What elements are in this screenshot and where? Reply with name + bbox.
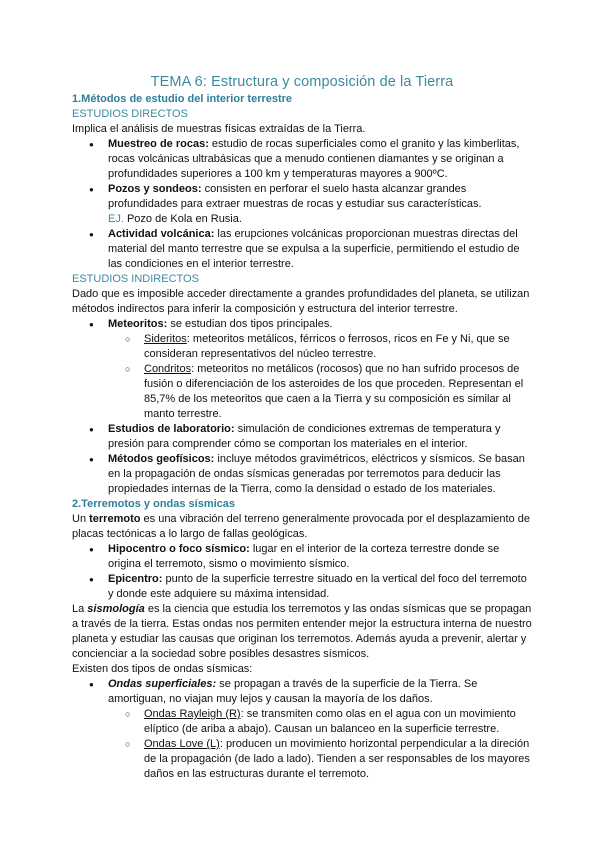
sub-list-item: ○ Ondas Love (L): producen un movimiento horizontal perpendicular a la direción de la propagación (de lado a lado). Tienden a ser responsables de los mayores daños en las estructuras durante el terremoto. — [72, 737, 532, 782]
list-item: ● Estudios de laboratorio: simulación de condiciones extremas de temperatura y presión para comprender cómo se comportan los materiales en el interior. — [72, 422, 532, 452]
list-item: ● Actividad volcánica: las erupciones volcánicas proporcionan muestras directas del material del manto terrestre que se expulsa a la superficie, permitiendo el estudio de las condiciones en el interior terrestre. — [72, 227, 532, 272]
bullet-list — [72, 317, 532, 332]
paragraph: La sismología es la ciencia que estudia los terremotos y las ondas sísmicas que se propagan a través de la tierra. Estas ondas nos permiten entender mejor la estructura interna de nuestro planeta y estudiar las causas que originan los terremotos. Además ayuda a prevenir, alertar y concienciar a la sociedad sobre posibles desastres sísmicos. — [72, 603, 532, 660]
sub-bullet-list — [72, 707, 532, 782]
document-page — [72, 72, 532, 782]
example-label: EJ. — [108, 213, 124, 225]
paragraph: Existen dos tipos de ondas sísmicas: — [72, 663, 253, 675]
list-item: ● Muestreo de rocas: estudio de rocas superficiales como el granito y las kimberlitas, rocas volcánicas ultrabásicas que a menudo contienen diamantes y se originan a profundidades superiores a 100 km y temperaturas mayores a 900ºC. — [72, 137, 532, 182]
bullet-list — [72, 137, 532, 212]
sub-list-item: ○ Condritos: meteoritos no metálicos (rocosos) que no han sufrido procesos de fusión o diferenciación de los asteroides de los que proceden. Representan el 85,7% de los meteoritos que caen a la Tierra y su composición es similar al manto terrestre. — [72, 362, 532, 422]
sub-bullet-list — [72, 332, 532, 422]
section-2-heading: 2.Terremotos y ondas sísmicas — [72, 498, 236, 510]
bullet-list — [72, 227, 532, 272]
sub-list-item: ○ Sideritos: meteoritos metálicos, férricos o ferrosos, ricos en Fe y Ni, que se consideran representativos del núcleo terrestre. — [72, 332, 532, 362]
subheading-estudios-directos: ESTUDIOS DIRECTOS — [72, 108, 188, 120]
paragraph: Un terremoto es una vibración del terreno generalmente provocada por el desplazamiento de placas tectónicas a lo largo de fallas geológicas. — [72, 513, 530, 540]
sub-list-item: ○ Ondas Rayleigh (R): se transmiten como olas en el agua con un movimiento elíptico (de ariba a abajo). Causan un balanceo en la superficie terrestre. — [72, 707, 532, 737]
subheading-estudios-indirectos: ESTUDIOS INDIRECTOS — [72, 273, 199, 285]
list-item: ● Pozos y sondeos: consisten en perforar el suelo hasta alcanzar grandes profundidades para extraer muestras de rocas y estudiar sus características. — [72, 182, 532, 212]
list-item: ● Meteoritos: se estudian dos tipos principales. — [72, 317, 532, 332]
bullet-list — [72, 422, 532, 497]
list-item: ● Ondas superficiales: se propagan a través de la superficie de la Tierra. Se amortiguan, no viajan muy lejos y causan la mayoría de los daños. — [72, 677, 532, 707]
paragraph: Dado que es imposible acceder directamente a grandes profundidades del planeta, se utilizan métodos indirectos para inferir la composición y estructura del interior terrestre. — [72, 288, 530, 315]
bullet-list — [72, 677, 532, 707]
bullet-list — [72, 542, 532, 602]
section-1-heading: 1.Métodos de estudio del interior terrestre — [72, 93, 293, 105]
paragraph: Implica el análisis de muestras físicas extraídas de la Tierra. — [72, 123, 366, 135]
list-item: ● Epicentro: punto de la superficie terrestre situado en la vertical del foco del terremoto y donde este adquiere su máxima intensidad. — [72, 572, 532, 602]
list-item: ● Hipocentro o foco sísmico: lugar en el interior de la corteza terrestre donde se origina el terremoto, sismo o movimiento sísmico. — [72, 542, 532, 572]
list-item: ● Métodos geofísicos: incluye métodos gravimétricos, eléctricos y sísmicos. Se basan en la propagación de ondas sísmicas generadas por terremotos para deducir las propiedades internas de la Tierra, como la densidad o estado de los materiales. — [72, 452, 532, 497]
page-title: TEMA 6: Estructura y composición de la Tierra — [150, 74, 454, 90]
example-line: EJ. Pozo de Kola en Rusia. — [108, 213, 242, 225]
